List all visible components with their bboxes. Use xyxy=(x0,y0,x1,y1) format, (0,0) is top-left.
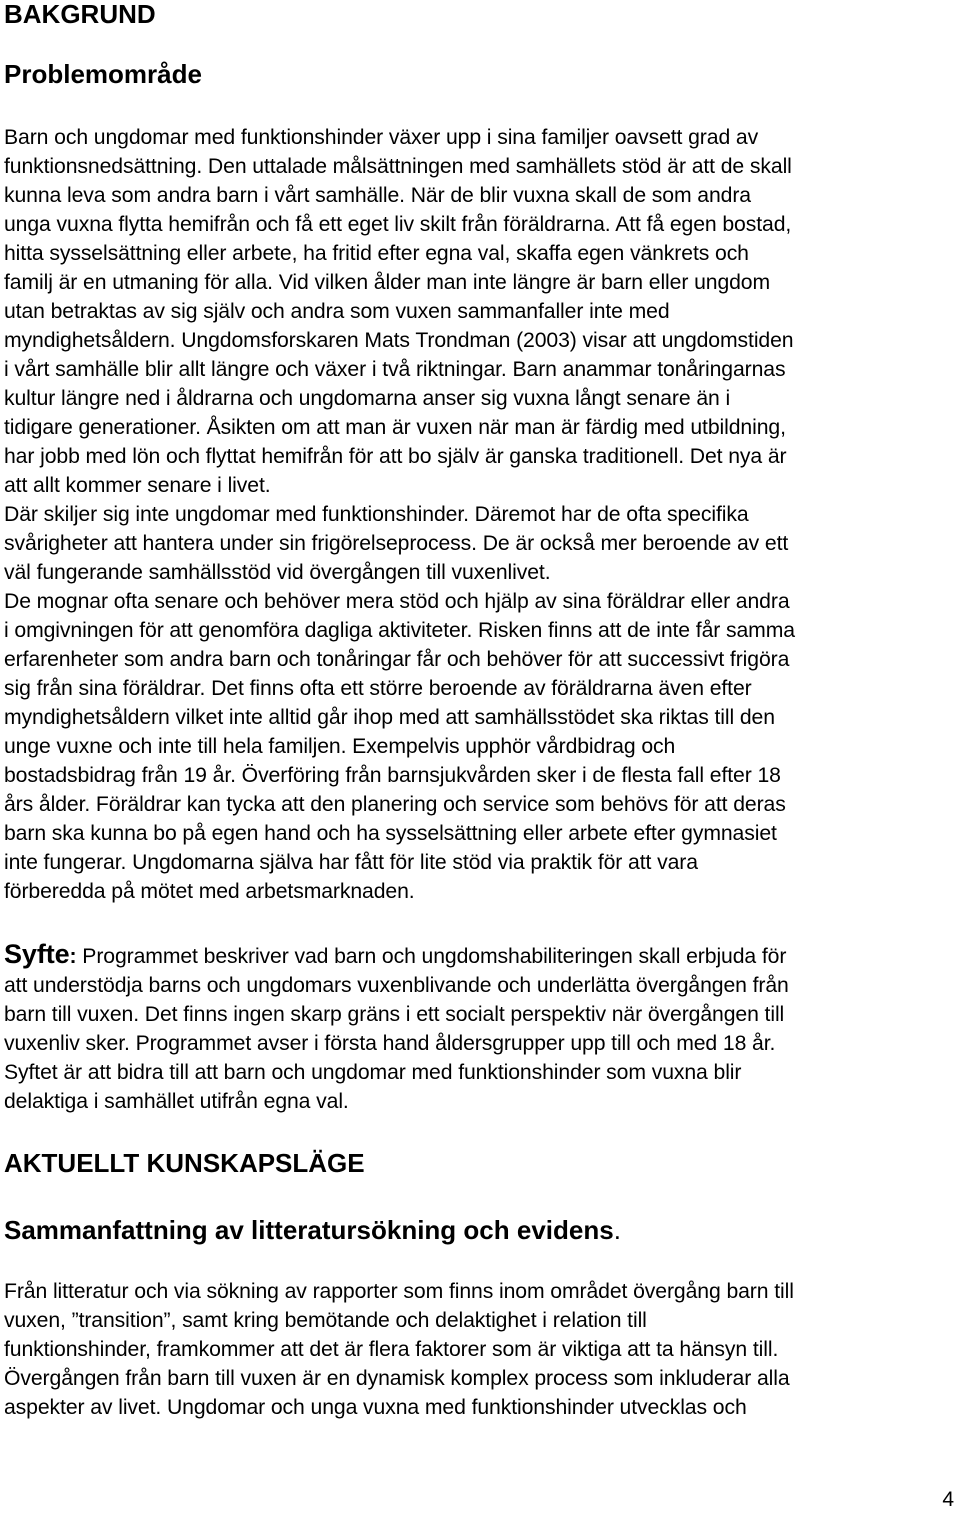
text-line: utan betraktas av sig själv och andra som vuxen sammanfaller inte med xyxy=(4,300,670,323)
text-line: myndighetsåldern. Ungdomsforskaren Mats Trondman (2003) visar att ungdomstiden xyxy=(4,329,794,352)
text-line: i vårt samhälle blir allt längre och växer i två riktningar. Barn anammar tonåringarnas xyxy=(4,358,786,381)
text-line: unge vuxne och inte till hela familjen. Exempelvis upphör vårdbidrag och xyxy=(4,735,676,758)
page-number: 4 xyxy=(942,1488,954,1511)
text-line: hitta sysselsättning eller arbete, ha fritid efter egna val, skaffa egen vänkrets och xyxy=(4,242,749,265)
heading-aktuellt-kunskapslage: AKTUELLT KUNSKAPSLÄGE xyxy=(4,1148,365,1178)
text-line: Från litteratur och via sökning av rapporter som finns inom området övergång barn till xyxy=(4,1280,794,1303)
text-line: tidigare generationer. Åsikten om att man är vuxen när man är färdig med utbildning, xyxy=(4,416,786,439)
text-line: barn till vuxen. Det finns ingen skarp gräns i ett socialt perspektiv när övergången till xyxy=(4,1003,785,1026)
text-line: sig från sina föräldrar. Det finns ofta ett större beroende av föräldrarna även efter xyxy=(4,677,752,700)
text-line: års ålder. Föräldrar kan tycka att den planering och service som behövs för att deras xyxy=(4,793,786,816)
syfte-label: Syfte xyxy=(4,939,70,969)
text-line: vuxen, ”transition”, samt kring bemötande och delaktighet i relation till xyxy=(4,1309,647,1332)
text-line: funktionshinder, framkommer att det är flera faktorer som är viktiga att ta hänsyn till. xyxy=(4,1338,779,1361)
text-line: kunna leva som andra barn i vårt samhälle. När de blir vuxna skall de som andra xyxy=(4,184,751,207)
syfte-colon: : xyxy=(69,945,77,968)
text-line: barn ska kunna bo på egen hand och ha sysselsättning eller arbete efter gymnasiet xyxy=(4,822,777,845)
text-line: Där skiljer sig inte ungdomar med funktionshinder. Däremot har de ofta specifika xyxy=(4,503,749,526)
heading-sammanfattning-dot: . xyxy=(613,1215,621,1245)
paragraph-kunskapslage xyxy=(4,1277,958,1422)
text-line: familj är en utmaning för alla. Vid vilken ålder man inte längre är barn eller ungdom xyxy=(4,271,771,294)
heading-sammanfattning-text: Sammanfattning av litteratursökning och evidens xyxy=(4,1215,614,1245)
text-line: har jobb med lön och flyttat hemifrån för att bo själv är ganska traditionell. Det nya är xyxy=(4,445,787,468)
text-line: inte fungerar. Ungdomarna själva har fått för lite stöd via praktik för att vara xyxy=(4,851,698,874)
text-line: att understödja barns och ungdomars vuxenblivande och underlätta övergången från xyxy=(4,974,789,997)
text-line: svårigheter att hantera under sin frigörelseprocess. De är också mer beroende av ett xyxy=(4,532,789,555)
text-line: delaktiga i samhället utifrån egna val. xyxy=(4,1090,349,1113)
text-line: De mognar ofta senare och behöver mera stöd och hjälp av sina föräldrar eller andra xyxy=(4,590,790,613)
heading-problemomrade: Problemområde xyxy=(4,59,202,89)
paragraph-bakgrund xyxy=(4,123,958,906)
text-line: Barn och ungdomar med funktionshinder växer upp i sina familjer oavsett grad av xyxy=(4,126,759,149)
text-line: väl fungerande samhällsstöd vid övergången till vuxenlivet. xyxy=(4,561,551,584)
text-line: funktionsnedsättning. Den uttalade målsättningen med samhällets stöd är att de skall xyxy=(4,155,792,178)
heading-sammanfattning xyxy=(4,1214,621,1246)
text-line: att allt kommer senare i livet. xyxy=(4,474,271,497)
text-line: unga vuxna flytta hemifrån och få ett eget liv skilt från föräldrarna. Att få egen bostad, xyxy=(4,213,792,236)
text-line: kultur längre ned i åldrarna och ungdomarna anser sig vuxna långt senare än i xyxy=(4,387,731,410)
text-line: aspekter av livet. Ungdomar och unga vuxna med funktionshinder utvecklas och xyxy=(4,1396,747,1419)
syfte-text: Programmet beskriver vad barn och ungdomshabiliteringen skall erbjuda för xyxy=(76,945,787,968)
text-line: bostadsbidrag från 19 år. Överföring från barnsjukvården sker i de flesta fall efter 18 xyxy=(4,764,781,787)
text-line: Syftet är att bidra till att barn och ungdomar med funktionshinder som vuxna blir xyxy=(4,1061,742,1084)
text-line: i omgivningen för att genomföra dagliga aktiviteter. Risken finns att de inte får samma xyxy=(4,619,795,642)
text-line: vuxenliv sker. Programmet avser i första hand åldersgrupper upp till och med 18 år. xyxy=(4,1032,776,1055)
text-line: förberedda på mötet med arbetsmarknaden. xyxy=(4,880,415,903)
syfte-first-line xyxy=(4,940,958,971)
text-line: myndighetsåldern vilket inte alltid går ihop med att samhällsstödet ska riktas till den xyxy=(4,706,775,729)
heading-bakgrund: BAKGRUND xyxy=(4,0,156,29)
text-line: erfarenheter som andra barn och tonåringar får och behöver för att successivt frigöra xyxy=(4,648,790,671)
text-line: Övergången från barn till vuxen är en dynamisk komplex process som inkluderar alla xyxy=(4,1367,790,1390)
paragraph-syfte xyxy=(4,940,958,1116)
